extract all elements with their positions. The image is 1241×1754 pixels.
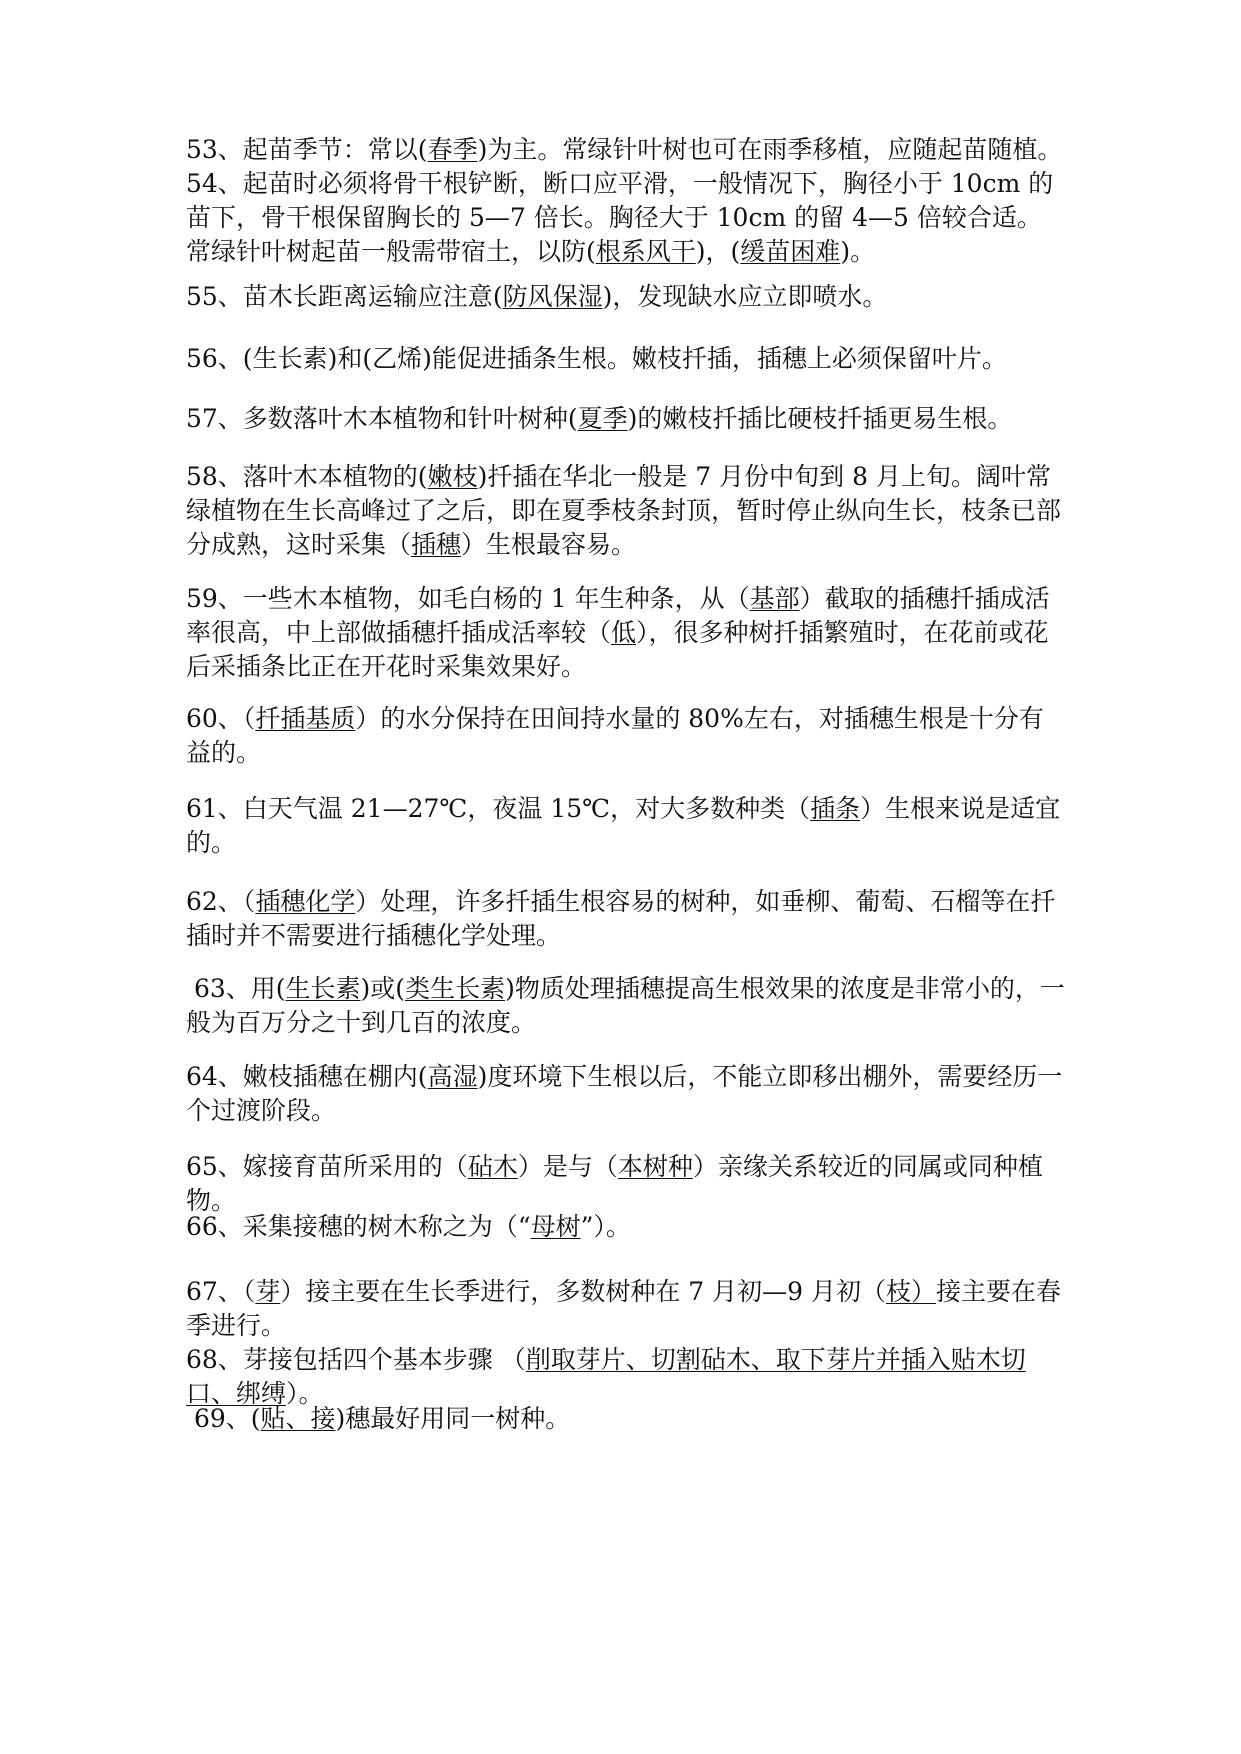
paragraph-text: )，发现缺水应立即喷水。 xyxy=(602,282,888,311)
paragraph-text: )为主。常绿针叶树也可在雨季移植，应随起苗随植。 xyxy=(477,135,1063,164)
answer-underlined: 本树种 xyxy=(617,1152,693,1181)
answer-underlined: 类生长素 xyxy=(405,974,506,1003)
paragraph-text: 66、采集接穗的树木称之为（“ xyxy=(186,1212,531,1241)
paragraph-56 xyxy=(186,342,1066,376)
paragraph-text: )或( xyxy=(360,974,406,1003)
answer-underlined: 高湿 xyxy=(427,1062,478,1091)
paragraph-text: ）亲缘关系较近的同属或同种植物。 xyxy=(186,1152,1043,1215)
paragraph-67 xyxy=(186,1275,1066,1343)
paragraph-text: ）的水分保持在田间持水量的 80%左右，对插穗生根是十分有益的。 xyxy=(186,704,1044,767)
paragraph-54 xyxy=(186,167,1066,269)
paragraph-text: ）处理，许多扦插生根容易的树种，如垂柳、葡萄、石榴等在扦插时并不需要进行插穗化学处理。 xyxy=(186,887,1056,950)
paragraph-text: )扦插在华北一般是 7 月份中旬到 8 月上旬。阔叶常绿植物在生长高峰过了之后，即在夏季枝条封顶，暂时停止纵向生长，枝条已部分成熟，这时采集（ xyxy=(186,462,1062,559)
paragraph-69 xyxy=(186,1402,1066,1436)
paragraph-text: )，( xyxy=(695,237,741,266)
answer-underlined: 削取芽片、切割砧木、取下芽片并插入贴木切口、绑缚 xyxy=(186,1345,1026,1408)
paragraph-text: )的嫩枝扦插比硬枝扦插更易生根。 xyxy=(627,404,1013,433)
answer-underlined: 砧木 xyxy=(467,1152,518,1181)
paragraph-text: ），很多种树扦插繁殖时，在花前或花后采插条比正在开花时采集效果好。 xyxy=(186,618,1049,681)
paragraph-57 xyxy=(186,402,1066,436)
answer-underlined: 扦插基质 xyxy=(255,704,356,733)
answer-underlined: 防风保湿 xyxy=(502,282,603,311)
answer-underlined: 芽 xyxy=(255,1277,281,1306)
answer-underlined: 插穗化学 xyxy=(255,887,356,916)
paragraph-text: )。 xyxy=(840,237,876,266)
answer-underlined: 生长素 xyxy=(285,974,361,1003)
answer-underlined: 春季 xyxy=(427,135,478,164)
answer-underlined: 嫩枝 xyxy=(427,462,478,491)
paragraph-66 xyxy=(186,1210,1066,1244)
paragraph-text: )物质处理插穗提高生根效果的浓度是非常小的，一般为百万分之十到几百的浓度。 xyxy=(186,974,1065,1037)
paragraph-text: 65、嫁接育苗所采用的（ xyxy=(186,1152,468,1181)
paragraph-text: 69、( xyxy=(186,1404,261,1433)
paragraph-text: ）是与（ xyxy=(517,1152,618,1181)
paragraph-64 xyxy=(186,1060,1066,1128)
paragraph-text: ）接主要在生长季进行，多数树种在 7 月初—9 月初（ xyxy=(280,1277,886,1306)
paragraph-text: 57、多数落叶木本植物和针叶树种( xyxy=(186,404,578,433)
paragraph-text: 58、落叶木本植物的( xyxy=(186,462,428,491)
answer-underlined: 枝） xyxy=(885,1277,936,1306)
answer-underlined: 缓苗困难 xyxy=(740,237,841,266)
paragraph-text: 59、一些木本植物，如毛白杨的 1 年生种条，从（ xyxy=(186,584,750,613)
paragraph-65 xyxy=(186,1150,1066,1218)
answer-underlined: 贴、接 xyxy=(260,1404,336,1433)
paragraph-text: 61、白天气温 21—27℃，夜温 15℃，对大多数种类（ xyxy=(186,794,811,823)
paragraph-60 xyxy=(186,702,1066,770)
paragraph-text: 接主要在春季进行。 xyxy=(186,1277,1062,1340)
paragraph-text: ）生根最容易。 xyxy=(461,530,637,559)
paragraph-text: 64、嫩枝插穗在棚内( xyxy=(186,1062,428,1091)
paragraph-text: 60、（ xyxy=(186,704,256,733)
paragraph-text: ）生根来说是适宜的。 xyxy=(186,794,1061,857)
paragraph-63 xyxy=(186,972,1066,1040)
paragraph-55 xyxy=(186,280,1066,314)
answer-underlined: 低 xyxy=(611,618,637,647)
paragraph-text: 62、（ xyxy=(186,887,256,916)
paragraph-text: 63、用( xyxy=(186,974,286,1003)
paragraph-text: 56、(生长素)和(乙烯)能促进插条生根。嫩枝扦插，插穗上必须保留叶片。 xyxy=(186,344,1007,373)
answer-underlined: 夏季 xyxy=(577,404,628,433)
answer-underlined: 根系风干 xyxy=(595,237,696,266)
paragraph-68 xyxy=(186,1343,1066,1411)
paragraph-text: ）截取的插穗扦插成活率很高，中上部做插穗扦插成活率较（ xyxy=(186,584,1050,647)
paragraph-text: ）。 xyxy=(286,1379,324,1408)
answer-underlined: 母树 xyxy=(530,1212,581,1241)
paragraph-59 xyxy=(186,582,1066,684)
paragraph-text: )穗最好用同一树种。 xyxy=(335,1404,571,1433)
paragraph-58 xyxy=(186,460,1066,562)
paragraph-text: ”）。 xyxy=(580,1212,631,1241)
paragraph-62 xyxy=(186,885,1066,953)
paragraph-53 xyxy=(186,133,1066,167)
answer-underlined: 插条 xyxy=(810,794,861,823)
paragraph-text: 67、（ xyxy=(186,1277,256,1306)
answer-underlined: 插穗 xyxy=(411,530,462,559)
paragraph-text: 53、起苗季节：常以( xyxy=(186,135,428,164)
answer-underlined: 基部 xyxy=(749,584,800,613)
paragraph-text: 55、苗木长距离运输应注意( xyxy=(186,282,503,311)
paragraph-61 xyxy=(186,792,1066,860)
paragraph-text: 68、芽接包括四个基本步骤 （ xyxy=(186,1345,526,1374)
paragraph-text: )度环境下生根以后，不能立即移出棚外，需要经历一个过渡阶段。 xyxy=(186,1062,1063,1125)
paragraph-text: 54、起苗时必须将骨干根铲断，断口应平滑，一般情况下，胸径小于 10cm 的苗下，骨干根保留胸长的 5—7 倍长。胸径大于 10cm 的留 4—5 倍较合适。常绿针叶树起苗一般需带宿土，以防( xyxy=(186,169,1054,266)
